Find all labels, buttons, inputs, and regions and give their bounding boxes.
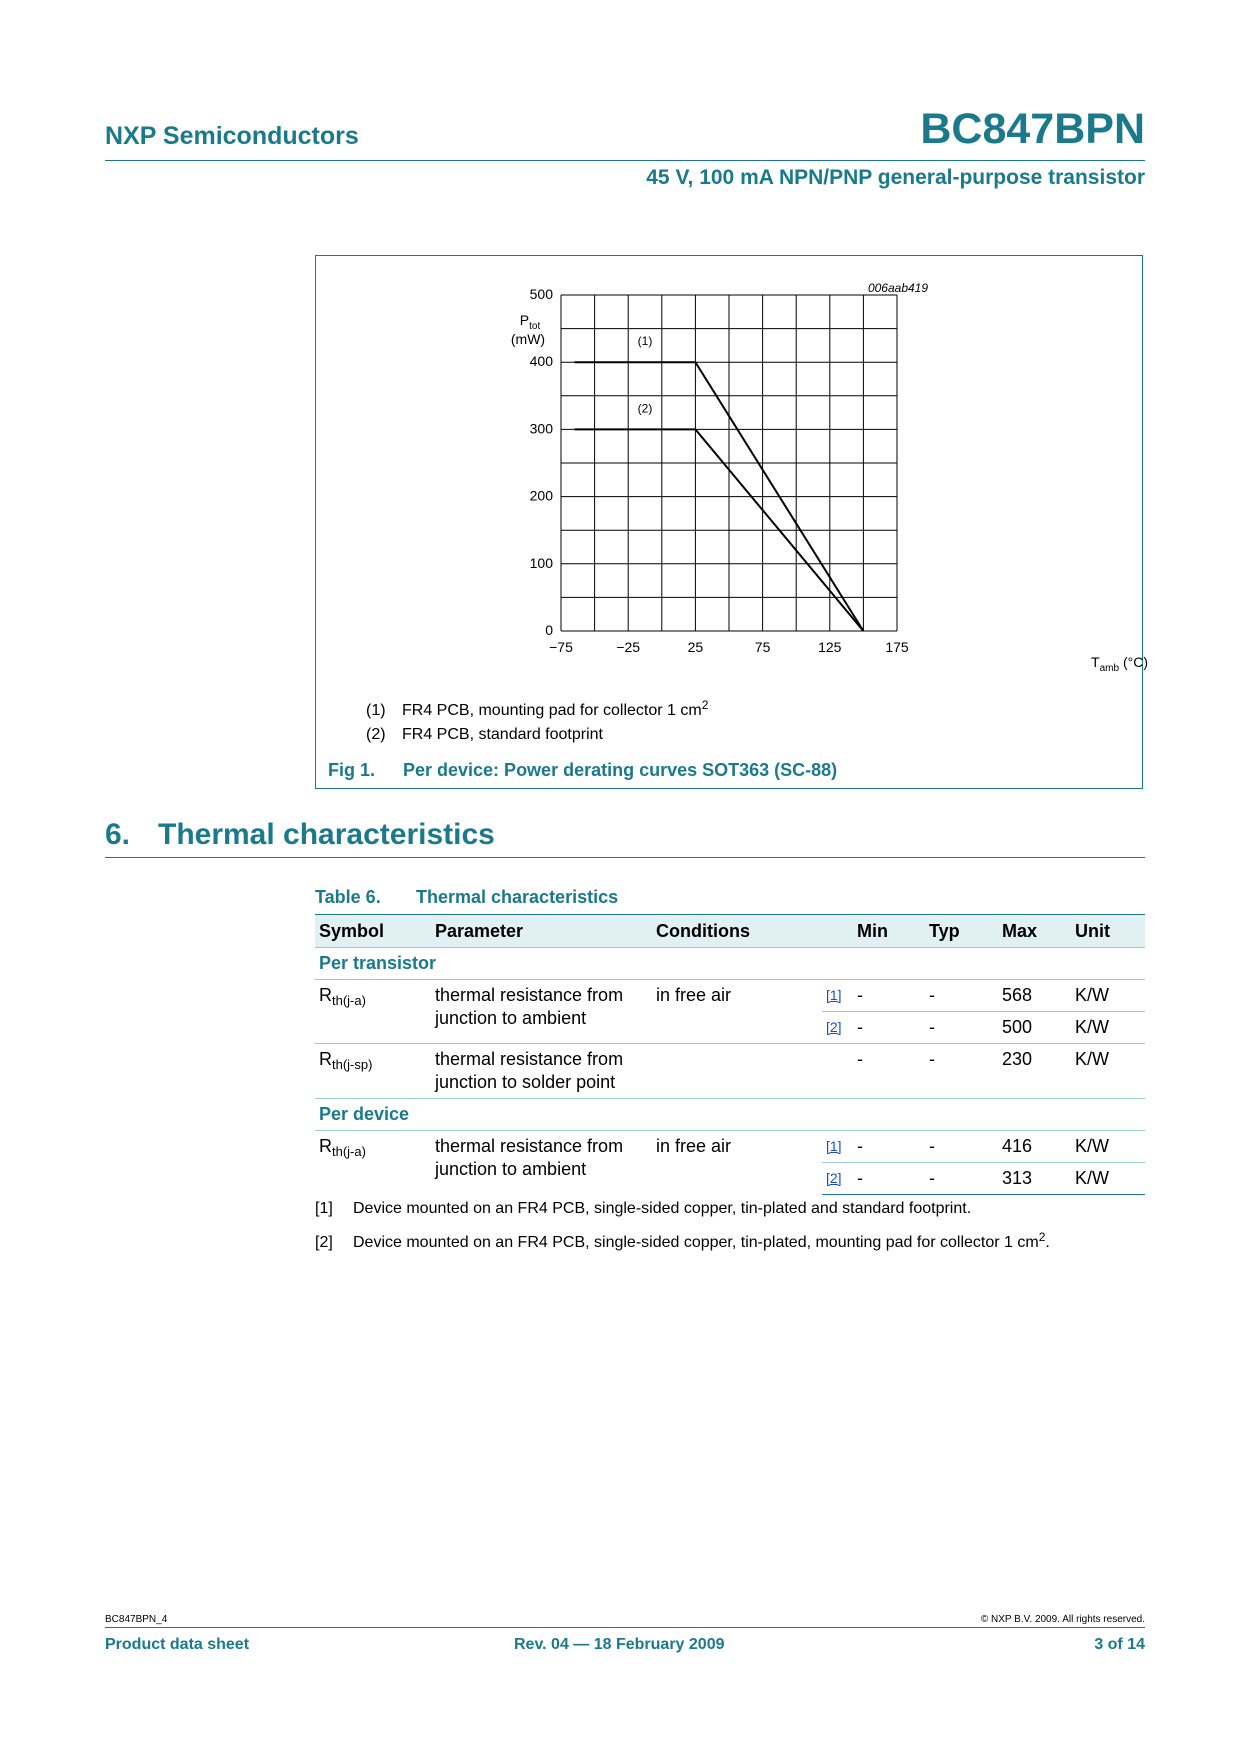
footer-doc-id: BC847BPN_4	[105, 1614, 168, 1625]
cell-unit: K/W	[1071, 1044, 1145, 1099]
x-tick-label: 175	[885, 639, 909, 655]
cell-min: -	[853, 1163, 925, 1195]
table-header-row	[315, 915, 1145, 948]
cell-unit: K/W	[1071, 1131, 1145, 1163]
figure-note-sup: 2	[701, 698, 709, 712]
figure-note-text: FR4 PCB, mounting pad for collector 1 cm	[402, 702, 702, 719]
footer-copyright: © NXP B.V. 2009. All rights reserved.	[980, 1614, 1145, 1625]
company-name: NXP Semiconductors	[105, 122, 359, 150]
y-tick-label: 100	[529, 554, 553, 571]
cell-ref	[822, 1012, 853, 1044]
group-label: Per transistor	[315, 948, 1145, 980]
cell-parameter: thermal resistance from junction to solder point	[431, 1044, 652, 1099]
y-tick-label: 300	[529, 420, 553, 437]
y-tick-label: 500	[529, 286, 553, 302]
col-unit: Unit	[1071, 915, 1145, 948]
y-tick-label: 200	[529, 487, 553, 504]
x-tick-label: −75	[549, 639, 573, 655]
cell-parameter: thermal resistance from junction to ambient	[431, 980, 652, 1044]
footer-revision: Rev. 04 — 18 February 2009	[514, 1636, 725, 1653]
x-tick-label: −25	[616, 639, 641, 655]
ref-link[interactable]: [1]	[826, 987, 842, 1003]
table-number: Table 6.	[315, 887, 381, 907]
cell-unit: K/W	[1071, 980, 1145, 1012]
cell-conditions: in free air	[652, 980, 822, 1044]
cell-symbol: $R_{th(j-a)}$	[315, 980, 431, 1044]
cell-symbol: $R_{th(j-a)}$	[315, 1131, 431, 1195]
y-axis-label: $P_{tot}$	[519, 312, 541, 332]
figure-code: 006aab419	[867, 281, 929, 295]
ref-link[interactable]: [1]	[826, 1138, 842, 1154]
chart-series	[574, 334, 863, 631]
x-tick-label: 125	[818, 639, 842, 655]
y-tick-label: 0	[545, 622, 553, 638]
ref-link[interactable]: [2]	[826, 1019, 842, 1035]
table-note-text: Device mounted on an FR4 PCB, single-sided copper, tin-plated and standard footprint.	[353, 1200, 972, 1217]
cell-parameter: thermal resistance from junction to ambient	[431, 1131, 652, 1195]
cell-ref	[822, 1131, 853, 1163]
ref-link[interactable]: [2]	[826, 1170, 842, 1186]
col-max: Max	[998, 915, 1071, 948]
cell-symbol: $R_{th(j-sp)}$	[315, 1044, 431, 1099]
chart-grid	[561, 295, 897, 631]
derating-chart	[315, 255, 1148, 685]
cell-max: 416	[998, 1131, 1071, 1163]
table-note-num: [2]	[315, 1234, 333, 1251]
product-number: BC847BPN	[920, 105, 1145, 153]
cell-max: 313	[998, 1163, 1071, 1195]
table-title	[315, 887, 618, 908]
figure-note-num: (2)	[366, 726, 386, 743]
x-tick-label: 75	[754, 639, 771, 655]
group-label: Per device	[315, 1099, 1145, 1131]
figure-note-num: (1)	[366, 702, 386, 719]
group-row-per-device	[315, 1099, 1145, 1131]
cell-max: 230	[998, 1044, 1071, 1099]
section-heading	[105, 818, 495, 852]
series-label: (2)	[637, 401, 653, 416]
figure-note-1	[366, 698, 708, 720]
figure-caption	[328, 760, 837, 781]
y-axis-unit: (mW)	[510, 331, 546, 347]
cell-unit: K/W	[1071, 1012, 1145, 1044]
cell-typ: -	[925, 1131, 998, 1163]
col-conditions: Conditions	[652, 915, 822, 948]
table-note-tail: .	[1045, 1234, 1050, 1251]
section-title: Thermal characteristics	[158, 818, 495, 851]
cell-unit: K/W	[1071, 1163, 1145, 1195]
cell-typ: -	[925, 1163, 998, 1195]
cell-max: 500	[998, 1012, 1071, 1044]
table-note-text: Device mounted on an FR4 PCB, single-sided copper, tin-plated, mounting pad for collector 1 cm	[353, 1234, 1039, 1251]
cell-min: -	[853, 1012, 925, 1044]
x-tick-label: 25	[687, 639, 704, 655]
thermal-table	[315, 914, 1145, 1195]
col-min: Min	[853, 915, 925, 948]
figure-note-text: FR4 PCB, standard footprint	[402, 726, 603, 743]
cell-min: -	[853, 980, 925, 1012]
product-subtitle: 45 V, 100 mA NPN/PNP general-purpose transistor	[646, 166, 1145, 189]
table-note-1	[315, 1200, 971, 1218]
cell-conditions: in free air	[652, 1131, 822, 1195]
cell-min: -	[853, 1131, 925, 1163]
cell-typ: -	[925, 980, 998, 1012]
figure-note-2	[366, 726, 603, 744]
chart-ticks	[530, 286, 909, 655]
table-note-sup: 2	[1038, 1230, 1046, 1244]
col-typ: Typ	[925, 915, 998, 948]
footer-doc-type: Product data sheet	[105, 1636, 250, 1653]
col-parameter: Parameter	[431, 915, 652, 948]
section-rule	[105, 857, 1145, 858]
col-symbol: Symbol	[315, 915, 431, 948]
figure-number: Fig 1.	[328, 760, 376, 780]
series-label: (1)	[637, 334, 653, 349]
footer-rule	[105, 1627, 1145, 1628]
cell-ref	[822, 980, 853, 1012]
cell-typ: -	[925, 1044, 998, 1099]
table-row	[315, 1044, 1145, 1099]
x-axis-label: $T_{amb}$ (°C)	[1091, 654, 1148, 674]
table-row	[315, 1131, 1145, 1163]
group-row-per-transistor	[315, 948, 1145, 980]
table-row	[315, 980, 1145, 1012]
figure-title: Per device: Power derating curves SOT363 (SC-88)	[403, 760, 838, 780]
table-note-2	[315, 1230, 1050, 1252]
table-note-num: [1]	[315, 1200, 333, 1217]
footer-page: 3 of 14	[1094, 1636, 1145, 1653]
cell-ref	[822, 1163, 853, 1195]
cell-min: -	[853, 1044, 925, 1099]
table-title-text: Thermal characteristics	[416, 887, 619, 907]
cell-conditions	[652, 1044, 822, 1099]
cell-typ: -	[925, 1012, 998, 1044]
header-rule	[105, 160, 1145, 161]
cell-max: 568	[998, 980, 1071, 1012]
section-number: 6.	[105, 818, 131, 851]
y-tick-label: 400	[529, 353, 553, 370]
